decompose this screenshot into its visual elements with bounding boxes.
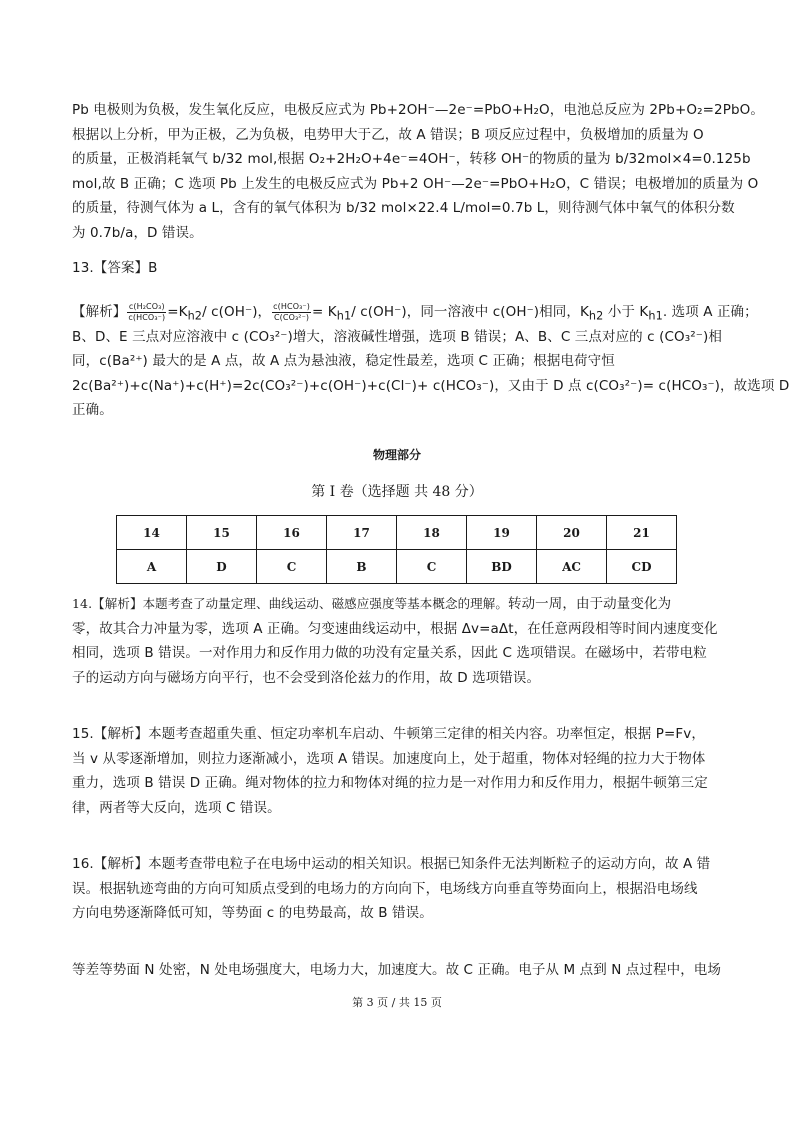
question-number-cell: 14 [117,516,187,550]
text-line: 当 v 从零逐渐增加，则拉力逐渐减小，选项 A 错误。加速度向上，处于超重，物体对轻绳的拉力大于物体 [72,750,706,767]
q13-answer [72,256,722,281]
q12-analysis-continuation [72,98,764,245]
q13-formula-line [72,300,758,325]
q16-analysis [72,852,722,926]
answer-table [116,515,677,584]
volume-title: 第 I 卷（选择题 共 48 分） [311,484,483,500]
q14-analysis [72,592,722,690]
answer-cell: B [327,550,397,584]
answer-cell: A [117,550,187,584]
equation-part: / c(OH⁻)， [202,304,272,320]
text-line: Pb 电极则为负极，发生氧化反应，电极反应式为 Pb+2OH⁻—2e⁻=PbO+H₂O，电池总反应为 2Pb+O₂=2PbO。 [72,102,764,118]
question-number-cell: 20 [537,516,607,550]
equation-part: =K [167,304,188,320]
fraction-1-denominator: c(HCO₃⁻) [128,312,166,322]
text-line: 正确。 [72,402,113,418]
text-line: 根据以上分析，甲为正极，乙为负极，电势甲大于乙，故 A 错误；B 项反应过程中，负极增加的质量为 O [72,126,704,143]
fraction-2-denominator: C(CO₃²⁻) [273,312,310,322]
page-footer: 第 3 页 / 共 15 页 [352,996,442,1009]
q14-head: 14.【解析】本题考查了动量定理、曲线运动、磁感应强度等基本概念的理解。 [72,596,508,611]
answer-cell: CD [607,550,677,584]
subscript: h1 [648,309,663,323]
text-line: 误。根据轨迹弯曲的方向可知质点受到的电场力的方向向下，电场线方向垂直等势面向上，根据沿电场线 [72,880,698,897]
question-number-cell: 19 [467,516,537,550]
equation-part: . 选项 A 正确； [662,304,758,320]
fraction-2 [272,302,311,323]
q13-answer-label: 13.【答案】B [72,260,158,276]
subscript: h2 [588,309,604,323]
equation-part: 小于 K [603,304,649,320]
q14-head-tail: 转动一周，由于动量变化为 [507,596,672,612]
q13-analysis [72,300,790,423]
text-line: 相同，选项 B 错误。一对作用力和反作用力做的功没有定量关系，因此 C 选项错误。在磁场中，若带电粒 [72,645,707,661]
text-line: 同，c(Ba²⁺) 最大的是 A 点，故 A 点为悬浊液，稳定性最差，选项 C 正确；根据电荷守恒 [72,353,615,369]
question-number-cell: 16 [257,516,327,550]
q14-first-line [72,592,722,617]
answer-cell: BD [467,550,537,584]
question-number-cell: 17 [327,516,397,550]
answer-cell: AC [537,550,607,584]
text-line: 的质量，待测气体为 a L，含有的氧气体积为 b/32 mol×22.4 L/mol=0.7b L，则待测气体中氧气的体积分数 [72,200,735,216]
q15-analysis [72,722,722,820]
analysis-label: 【解析】 [72,304,127,320]
text-line: 2c(Ba²⁺)+c(Na⁺)+c(H⁺)=2c(CO₃²⁻)+c(OH⁻)+c(Cl⁻)+ c(HCO₃⁻)，又由于 D 点 c(CO₃²⁻)= c(HCO₃⁻)，故选项 D [72,377,790,394]
fraction-1 [127,302,166,323]
text-line: 为 0.7b/a，D 错误。 [72,224,203,241]
physics-section-title: 物理部分 [372,448,421,462]
text-line: 的质量，正极消耗氧气 b/32 mol,根据 O₂+2H₂O+4e⁻=4OH⁻，转移 OH⁻的物质的量为 b/32mol×4=0.125b [72,151,751,167]
text-line: 等差等势面 N 处密，N 处电场强度大，电场力大，加速度大。故 C 正确。电子从 M 点到 N 点过程中，电场 [72,962,721,978]
subscript: h1 [336,309,352,323]
fraction-1-numerator: c(H₂CO₃) [128,301,165,311]
question-number-cell: 15 [187,516,257,550]
answer-cell: D [187,550,257,584]
answer-cell: C [257,550,327,584]
subscript: h2 [187,309,203,323]
text-line: 零，故其合力冲量为零，选项 A 正确。匀变速曲线运动中，根据 Δv=aΔt，在任意两段相等时间内速度变化 [72,620,718,637]
text-line: 16.【解析】本题考查带电粒子在电场中运动的相关知识。根据已知条件无法判断粒子的运动方向，故 A 错 [72,856,711,872]
equation-part: = K [311,304,337,320]
text-line: 重力，选项 B 错误 D 正确。绳对物体的拉力和物体对绳的拉力是一对作用力和反作用力，根据牛顿第三定 [72,775,708,791]
question-number-cell: 21 [607,516,677,550]
equation-part: / c(OH⁻)，同一溶液中 c(OH⁻)相同，K [351,304,589,320]
text-line: B、D、E 三点对应溶液中 c (CO₃²⁻)增大，溶液碱性增强，选项 B 错误；A、B、C 三点对应的 c (CO₃²⁻)相 [72,328,722,345]
answer-cell: C [397,550,467,584]
answer-row [117,550,677,584]
text-line: mol,故 B 正确；C 选项 Pb 上发生的电极反应式为 Pb+2 OH⁻—2e⁻=PbO+H₂O，C 错误；电极增加的质量为 O [72,175,759,192]
text-line: 方向电势逐渐降低可知，等势面 c 的电势最高，故 B 错误。 [72,905,433,921]
question-number-cell: 18 [397,516,467,550]
fraction-2-numerator: c(HCO₃⁻) [273,301,310,311]
question-number-row [117,516,677,550]
text-line: 15.【解析】本题考查超重失重、恒定功率机车启动、牛顿第三定律的相关内容。功率恒定，根据 P=Fv， [72,726,705,742]
text-line: 子的运动方向与磁场方向平行，也不会受到洛伦兹力的作用，故 D 选项错误。 [72,669,541,686]
text-line: 律，两者等大反向，选项 C 错误。 [72,799,281,816]
q16-analysis-continued [72,958,722,983]
